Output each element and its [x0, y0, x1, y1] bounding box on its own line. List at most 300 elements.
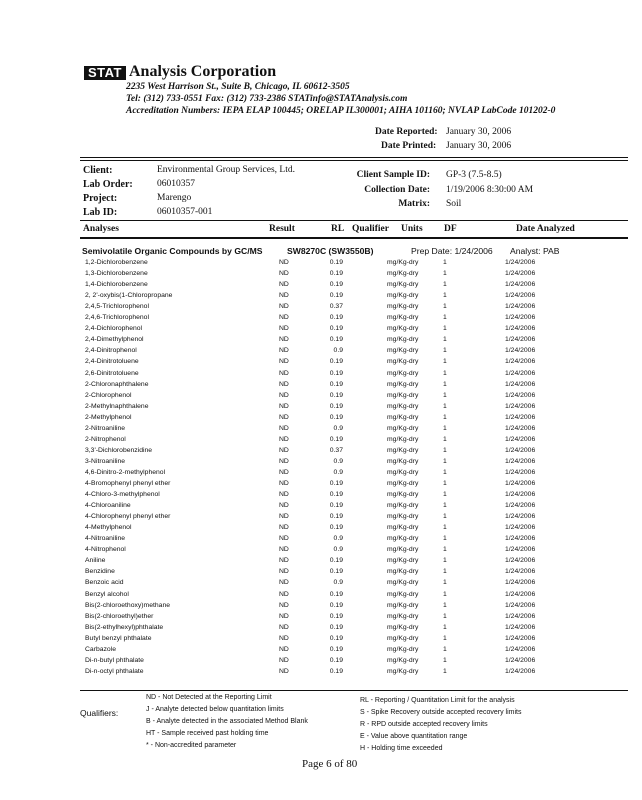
df-value: 1 [443, 435, 447, 443]
date-analyzed-value: 1/24/2006 [505, 314, 536, 322]
result-value: ND [279, 270, 289, 278]
units-value: mg/Kg-dry [387, 347, 419, 355]
df-value: 1 [443, 491, 447, 499]
analyte-name: 4-Chloro-3-methylphenol [85, 491, 160, 499]
rl-value: 0.9 [333, 468, 343, 476]
rl-value: 0.19 [329, 281, 343, 289]
date-analyzed-value: 1/24/2006 [505, 645, 536, 653]
project-label: Project: [83, 193, 118, 204]
rl-value: 0.19 [329, 612, 343, 620]
rl-value: 0.19 [329, 314, 343, 322]
df-value: 1 [443, 380, 447, 388]
rl-value: 0.37 [329, 303, 343, 311]
rl-value: 0.19 [329, 480, 343, 487]
table-row [0, 600, 642, 611]
units-value: mg/Kg-dry [387, 623, 419, 631]
table-row [0, 390, 642, 401]
date-analyzed-value: 1/24/2006 [505, 535, 536, 543]
date-analyzed-value: 1/24/2006 [505, 281, 536, 289]
lab-id-value: 06010357-001 [157, 207, 213, 217]
units-value: mg/Kg-dry [387, 457, 419, 465]
col-date-analyzed: Date Analyzed [516, 224, 575, 234]
date-analyzed-value: 1/24/2006 [505, 292, 536, 300]
rl-value: 0.19 [329, 380, 343, 388]
section-prep-date: Prep Date: 1/24/2006 [411, 246, 493, 256]
result-value: ND [279, 468, 289, 476]
df-value: 1 [443, 612, 447, 620]
qualifier-nd: ND - Not Detected at the Reporting Limit [146, 694, 272, 701]
date-analyzed-value: 1/24/2006 [505, 446, 536, 454]
df-value: 1 [443, 480, 447, 487]
df-value: 1 [443, 336, 447, 344]
units-value: mg/Kg-dry [387, 270, 419, 278]
date-analyzed-value: 1/24/2006 [505, 480, 536, 487]
analyte-name: 2,4-Dinitrotoluene [85, 358, 139, 366]
date-analyzed-value: 1/24/2006 [505, 590, 536, 598]
col-qualifier: Qualifier [352, 224, 389, 234]
df-value: 1 [443, 314, 447, 322]
qualifier-e: E - Value above quantitation range [360, 733, 468, 740]
date-analyzed-value: 1/24/2006 [505, 380, 536, 388]
table-row [0, 268, 642, 279]
df-value: 1 [443, 634, 447, 642]
units-value: mg/Kg-dry [387, 435, 419, 443]
date-printed-value: January 30, 2006 [446, 141, 512, 151]
table-row [0, 301, 642, 312]
rl-value: 0.19 [329, 601, 343, 609]
df-value: 1 [443, 303, 447, 311]
units-value: mg/Kg-dry [387, 480, 419, 487]
result-value: ND [279, 347, 289, 355]
date-analyzed-value: 1/24/2006 [505, 667, 536, 675]
units-value: mg/Kg-dry [387, 601, 419, 609]
rl-value: 0.9 [333, 579, 343, 587]
analyte-name: 4,6-Dinitro-2-methylphenol [85, 468, 166, 476]
table-row [0, 290, 642, 301]
divider [80, 237, 628, 239]
table-row [0, 368, 642, 379]
analyte-name: 2,4,5-Trichlorophenol [85, 303, 149, 311]
date-analyzed-value: 1/24/2006 [505, 656, 536, 664]
date-analyzed-value: 1/24/2006 [505, 402, 536, 410]
units-value: mg/Kg-dry [387, 369, 419, 377]
units-value: mg/Kg-dry [387, 424, 419, 432]
df-value: 1 [443, 413, 447, 421]
qualifier-rl: RL - Reporting / Quantitation Limit for the analysis [360, 697, 515, 704]
date-analyzed-value: 1/24/2006 [505, 468, 536, 476]
date-analyzed-value: 1/24/2006 [505, 601, 536, 609]
rl-value: 0.19 [329, 402, 343, 410]
result-value: ND [279, 292, 289, 300]
analyte-name: 1,4-Dichlorobenzene [85, 281, 148, 289]
units-value: mg/Kg-dry [387, 590, 419, 598]
result-value: ND [279, 513, 289, 521]
units-value: mg/Kg-dry [387, 413, 419, 421]
divider [80, 220, 628, 221]
df-value: 1 [443, 601, 447, 609]
result-value: ND [279, 336, 289, 344]
units-value: mg/Kg-dry [387, 634, 419, 642]
date-analyzed-value: 1/24/2006 [505, 391, 536, 399]
date-analyzed-value: 1/24/2006 [505, 424, 536, 432]
units-value: mg/Kg-dry [387, 336, 419, 344]
date-analyzed-value: 1/24/2006 [505, 270, 536, 278]
df-value: 1 [443, 568, 447, 576]
analyte-name: 2-Methylnaphthalene [85, 402, 149, 410]
result-value: ND [279, 424, 289, 432]
stat-logo: STAT [84, 66, 126, 80]
date-analyzed-value: 1/24/2006 [505, 524, 536, 532]
rl-value: 0.9 [333, 424, 343, 432]
analyte-name: Bis(2-ethylhexyl)phthalate [85, 623, 164, 631]
analyte-name: Bis(2-chloroethyl)ether [85, 612, 154, 620]
company-contact: Tel: (312) 733-0551 Fax: (312) 733-2386 STATinfo@STATAnalysis.com [126, 94, 408, 104]
df-value: 1 [443, 259, 447, 266]
table-row [0, 511, 642, 522]
analyte-name: 4-Chloroaniline [85, 502, 131, 510]
rl-value: 0.19 [329, 502, 343, 510]
date-analyzed-value: 1/24/2006 [505, 623, 536, 631]
analyte-name: 4-Nitrophenol [85, 546, 126, 554]
qualifier-non-accredited: * - Non-accredited parameter [146, 742, 237, 749]
collection-date-value: 1/19/2006 8:30:00 AM [446, 185, 534, 195]
table-row [0, 334, 642, 345]
units-value: mg/Kg-dry [387, 579, 419, 587]
matrix-value: Soil [446, 199, 462, 209]
units-value: mg/Kg-dry [387, 524, 419, 532]
analyte-name: 2-Nitroaniline [85, 424, 126, 432]
date-analyzed-value: 1/24/2006 [505, 568, 536, 576]
result-value: ND [279, 524, 289, 532]
matrix-label: Matrix: [398, 199, 430, 209]
qualifier-b: B - Analyte detected in the associated Method Blank [146, 718, 308, 725]
qualifier-s: S - Spike Recovery outside accepted recovery limits [360, 709, 522, 716]
date-reported-value: January 30, 2006 [446, 127, 512, 137]
units-value: mg/Kg-dry [387, 402, 419, 410]
units-value: mg/Kg-dry [387, 491, 419, 499]
rl-value: 0.19 [329, 292, 343, 300]
date-analyzed-value: 1/24/2006 [505, 358, 536, 366]
qualifier-h: H - Holding time exceeded [360, 745, 443, 752]
df-value: 1 [443, 402, 447, 410]
table-row [0, 279, 642, 290]
rl-value: 0.19 [329, 513, 343, 521]
table-row [0, 555, 642, 566]
units-value: mg/Kg-dry [387, 391, 419, 399]
rl-value: 0.19 [329, 590, 343, 598]
date-analyzed-value: 1/24/2006 [505, 435, 536, 443]
rl-value: 0.19 [329, 524, 343, 532]
result-value: ND [279, 623, 289, 631]
result-value: ND [279, 259, 289, 266]
section-method: SW8270C (SW3550B) [287, 246, 374, 256]
units-value: mg/Kg-dry [387, 314, 419, 322]
table-row [0, 622, 642, 633]
qualifier-j: J - Analyte detected below quantitation limits [146, 706, 284, 713]
df-value: 1 [443, 468, 447, 476]
result-value: ND [279, 358, 289, 366]
analyte-name: 1,2-Dichlorobenzene [85, 259, 148, 266]
analyte-name: 2,4-Dinitrophenol [85, 347, 137, 355]
qualifier-r: R - RPD outside accepted recovery limits [360, 721, 488, 728]
result-value: ND [279, 546, 289, 554]
analyte-name: Bis(2-chloroethoxy)methane [85, 601, 171, 609]
units-value: mg/Kg-dry [387, 546, 419, 554]
table-row [0, 500, 642, 511]
project-value: Marengo [157, 193, 192, 203]
col-result: Result [269, 224, 295, 234]
df-value: 1 [443, 557, 447, 565]
units-value: mg/Kg-dry [387, 535, 419, 543]
analyte-name: 2,4,6-Trichlorophenol [85, 314, 149, 322]
date-analyzed-value: 1/24/2006 [505, 413, 536, 421]
units-value: mg/Kg-dry [387, 645, 419, 653]
date-analyzed-value: 1/24/2006 [505, 634, 536, 642]
units-value: mg/Kg-dry [387, 468, 419, 476]
client-sample-id-label: Client Sample ID: [356, 170, 430, 180]
units-value: mg/Kg-dry [387, 380, 419, 388]
collection-date-label: Collection Date: [364, 185, 430, 195]
date-analyzed-value: 1/24/2006 [505, 546, 536, 554]
analyte-name: 4-Methylphenol [85, 524, 132, 532]
analyte-name: Butyl benzyl phthalate [85, 634, 152, 642]
table-row [0, 257, 642, 268]
analyte-name: Di-n-butyl phthalate [85, 656, 144, 664]
result-value: ND [279, 579, 289, 587]
units-value: mg/Kg-dry [387, 612, 419, 620]
result-value: ND [279, 314, 289, 322]
date-analyzed-value: 1/24/2006 [505, 303, 536, 311]
date-analyzed-value: 1/24/2006 [505, 557, 536, 565]
df-value: 1 [443, 579, 447, 587]
df-value: 1 [443, 546, 447, 554]
df-value: 1 [443, 590, 447, 598]
rl-value: 0.19 [329, 557, 343, 565]
rl-value: 0.37 [329, 446, 343, 454]
rl-value: 0.19 [329, 413, 343, 421]
rl-value: 0.19 [329, 325, 343, 333]
result-value: ND [279, 402, 289, 410]
table-row [0, 423, 642, 434]
df-value: 1 [443, 513, 447, 521]
table-row [0, 544, 642, 555]
df-value: 1 [443, 358, 447, 366]
result-value: ND [279, 491, 289, 499]
result-value: ND [279, 601, 289, 609]
df-value: 1 [443, 325, 447, 333]
lab-order-value: 06010357 [157, 179, 195, 189]
result-value: ND [279, 480, 289, 487]
df-value: 1 [443, 292, 447, 300]
df-value: 1 [443, 424, 447, 432]
table-row [0, 611, 642, 622]
result-value: ND [279, 667, 289, 675]
col-units: Units [401, 224, 423, 234]
rl-value: 0.19 [329, 369, 343, 377]
date-reported-label: Date Reported: [375, 127, 438, 137]
rl-value: 0.19 [329, 391, 343, 399]
analyte-name: Benzyl alcohol [85, 590, 129, 598]
analyte-name: Aniline [85, 557, 106, 565]
analyte-name: 3,3'-Dichlorobenzidine [85, 446, 153, 454]
date-analyzed-value: 1/24/2006 [505, 347, 536, 355]
analyte-name: 4-Nitroaniline [85, 535, 126, 543]
result-value: ND [279, 568, 289, 576]
table-row [0, 456, 642, 467]
result-value: ND [279, 535, 289, 543]
analyte-name: 4-Bromophenyl phenyl ether [85, 480, 171, 487]
date-printed-label: Date Printed: [381, 141, 437, 151]
units-value: mg/Kg-dry [387, 292, 419, 300]
units-value: mg/Kg-dry [387, 656, 419, 664]
analyte-name: Di-n-octyl phthalate [85, 667, 144, 675]
df-value: 1 [443, 645, 447, 653]
result-value: ND [279, 634, 289, 642]
company-name: Analysis Corporation [129, 63, 277, 80]
section-analyst: Analyst: PAB [510, 246, 560, 256]
df-value: 1 [443, 347, 447, 355]
table-row [0, 379, 642, 390]
units-value: mg/Kg-dry [387, 303, 419, 311]
table-row [0, 445, 642, 456]
table-row [0, 533, 642, 544]
units-value: mg/Kg-dry [387, 667, 419, 675]
analyte-name: 4-Chlorophenyl phenyl ether [85, 513, 171, 521]
client-value: Environmental Group Services, Ltd. [157, 165, 295, 175]
date-analyzed-value: 1/24/2006 [505, 369, 536, 377]
col-analyses: Analyses [83, 224, 119, 234]
df-value: 1 [443, 656, 447, 664]
df-value: 1 [443, 524, 447, 532]
analyte-name: Benzidine [85, 568, 115, 576]
units-value: mg/Kg-dry [387, 513, 419, 521]
table-row [0, 323, 642, 334]
rl-value: 0.19 [329, 270, 343, 278]
units-value: mg/Kg-dry [387, 281, 419, 289]
df-value: 1 [443, 535, 447, 543]
page-number: Page 6 of 80 [302, 758, 358, 770]
table-row [0, 434, 642, 445]
result-value: ND [279, 645, 289, 653]
analyte-name: 2,6-Dinitrotoluene [85, 369, 139, 377]
df-value: 1 [443, 270, 447, 278]
rl-value: 0.19 [329, 358, 343, 366]
rl-value: 0.9 [333, 347, 343, 355]
client-label: Client: [83, 165, 113, 176]
date-analyzed-value: 1/24/2006 [505, 491, 536, 499]
result-value: ND [279, 435, 289, 443]
analyte-name: 2,4-Dichlorophenol [85, 325, 143, 333]
units-value: mg/Kg-dry [387, 568, 419, 576]
table-row [0, 312, 642, 323]
rl-value: 0.19 [329, 656, 343, 664]
rl-value: 0.9 [333, 546, 343, 554]
divider [80, 157, 628, 158]
result-value: ND [279, 557, 289, 565]
date-analyzed-value: 1/24/2006 [505, 336, 536, 344]
rl-value: 0.19 [329, 667, 343, 675]
col-rl: RL [331, 224, 345, 234]
units-value: mg/Kg-dry [387, 502, 419, 510]
units-value: mg/Kg-dry [387, 446, 419, 454]
col-df: DF [444, 224, 457, 234]
section-title: Semivolatile Organic Compounds by GC/MS [82, 246, 263, 256]
analyte-name: 2-Chloronaphthalene [85, 380, 149, 388]
table-row [0, 412, 642, 423]
table-row [0, 345, 642, 356]
date-analyzed-value: 1/24/2006 [505, 457, 536, 465]
table-row [0, 633, 642, 644]
analyte-name: 2-Methylphenol [85, 413, 132, 421]
qualifiers-title: Qualifiers: [80, 708, 119, 718]
df-value: 1 [443, 623, 447, 631]
result-value: ND [279, 446, 289, 454]
rl-value: 0.19 [329, 568, 343, 576]
date-analyzed-value: 1/24/2006 [505, 612, 536, 620]
df-value: 1 [443, 281, 447, 289]
result-value: ND [279, 457, 289, 465]
result-value: ND [279, 325, 289, 333]
result-value: ND [279, 502, 289, 510]
df-value: 1 [443, 667, 447, 675]
rl-value: 0.19 [329, 259, 343, 266]
date-analyzed-value: 1/24/2006 [505, 502, 536, 510]
analyte-name: 2, 2'-oxybis(1-Chloropropane [85, 292, 173, 300]
result-value: ND [279, 281, 289, 289]
result-value: ND [279, 303, 289, 311]
divider [80, 160, 628, 161]
date-analyzed-value: 1/24/2006 [505, 325, 536, 333]
result-value: ND [279, 380, 289, 388]
df-value: 1 [443, 457, 447, 465]
analyte-name: 1,3-Dichlorobenzene [85, 270, 148, 278]
rl-value: 0.9 [333, 535, 343, 543]
analyte-name: 2,4-Dimethylphenol [85, 336, 144, 344]
date-analyzed-value: 1/24/2006 [505, 259, 536, 266]
table-row [0, 356, 642, 367]
result-value: ND [279, 612, 289, 620]
units-value: mg/Kg-dry [387, 325, 419, 333]
rl-value: 0.19 [329, 336, 343, 344]
result-value: ND [279, 413, 289, 421]
qualifier-ht: HT - Sample received past holding time [146, 730, 269, 737]
rl-value: 0.19 [329, 435, 343, 443]
rl-value: 0.19 [329, 623, 343, 631]
rl-value: 0.19 [329, 645, 343, 653]
df-value: 1 [443, 502, 447, 510]
date-analyzed-value: 1/24/2006 [505, 579, 536, 587]
analyte-name: 2-Chlorophenol [85, 391, 132, 399]
table-row [0, 566, 642, 577]
df-value: 1 [443, 391, 447, 399]
table-row [0, 478, 642, 489]
company-address: 2235 West Harrison St., Suite B, Chicago, IL 60612-3505 [126, 82, 350, 92]
result-value: ND [279, 590, 289, 598]
units-value: mg/Kg-dry [387, 557, 419, 565]
units-value: mg/Kg-dry [387, 358, 419, 366]
table-row [0, 577, 642, 588]
analyte-name: Carbazole [85, 645, 116, 653]
result-value: ND [279, 391, 289, 399]
client-sample-id-value: GP-3 (7.5-8.5) [446, 170, 502, 180]
table-row [0, 589, 642, 600]
df-value: 1 [443, 446, 447, 454]
table-row [0, 401, 642, 412]
table-row [0, 522, 642, 533]
lab-id-label: Lab ID: [83, 207, 118, 218]
df-value: 1 [443, 369, 447, 377]
divider [80, 690, 628, 691]
